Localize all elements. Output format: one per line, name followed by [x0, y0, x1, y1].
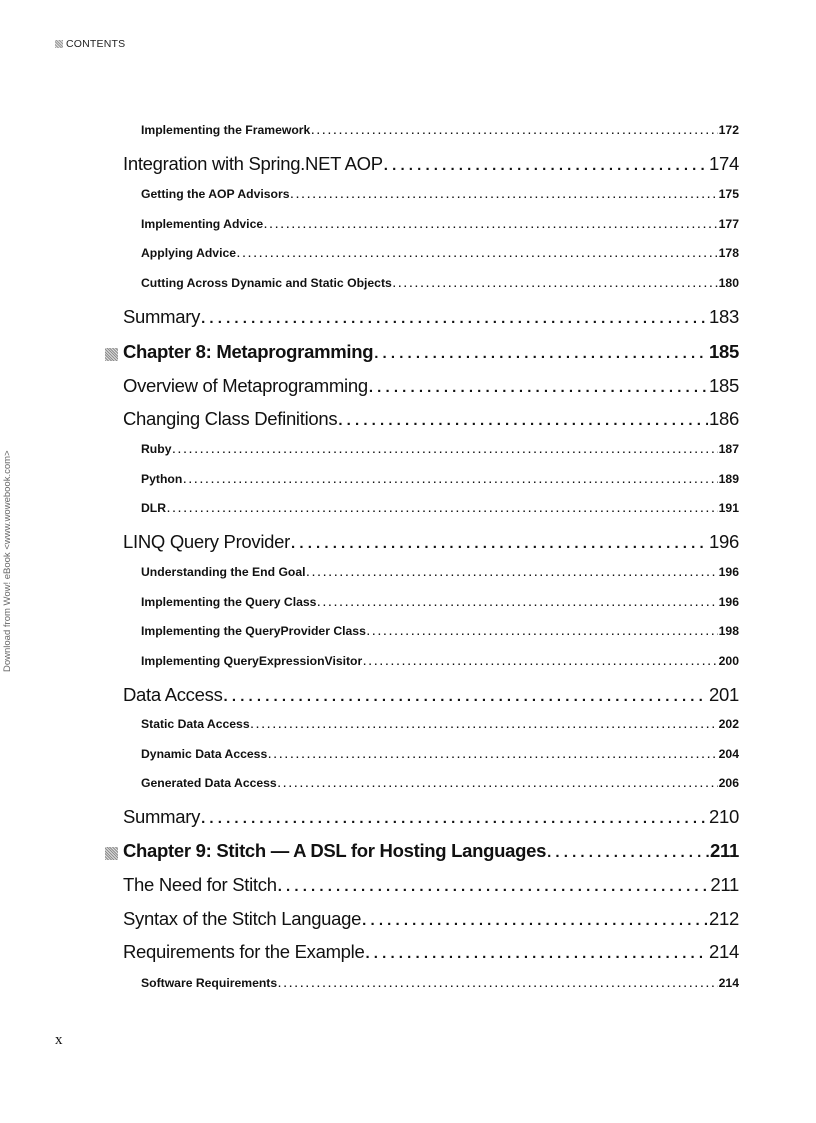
- dot-leader: [393, 279, 718, 290]
- dot-leader: [201, 310, 708, 327]
- dot-leader: [374, 345, 708, 362]
- toc-entry-title: LINQ Query Provider: [123, 531, 291, 552]
- toc-entry-page: 202: [718, 717, 739, 731]
- toc-subsection-entry: [141, 717, 739, 731]
- toc-entry-page: 180: [718, 276, 739, 290]
- dot-leader: [317, 598, 717, 609]
- toc-section-entry: [123, 375, 739, 397]
- download-watermark: Download from Wow! eBook <www.wowebook.com>: [2, 450, 13, 672]
- toc-chapter-entry: [123, 341, 739, 363]
- toc-entry-page: 214: [718, 976, 739, 990]
- dot-leader: [307, 568, 718, 579]
- toc-entry-title: Implementing the Query Class: [141, 595, 317, 609]
- toc-subsection-entry: [141, 246, 739, 260]
- header-label: CONTENTS: [66, 38, 126, 50]
- toc-entry-page: 200: [718, 654, 739, 668]
- toc-entry-title: Understanding the End Goal: [141, 565, 306, 579]
- toc-entry-page: 186: [709, 408, 739, 429]
- dot-leader: [384, 157, 708, 174]
- toc-subsection-entry: [141, 123, 739, 137]
- toc-entry-title: Cutting Across Dynamic and Static Objects: [141, 276, 392, 290]
- dot-leader: [278, 979, 718, 990]
- toc-entry-page: 174: [709, 153, 739, 174]
- toc-entry-title: Integration with Spring.NET AOP: [123, 153, 383, 174]
- toc-entry-page: 187: [718, 442, 739, 456]
- toc-subsection-entry: [141, 595, 739, 609]
- dot-leader: [237, 249, 718, 260]
- toc-entry-title: Overview of Metaprogramming: [123, 375, 368, 396]
- toc-entry-page: 177: [718, 217, 739, 231]
- toc-entry-page: 172: [718, 123, 739, 137]
- dot-leader: [183, 475, 717, 486]
- toc-entry-title: Applying Advice: [141, 246, 237, 260]
- toc-subsection-entry: [141, 565, 739, 579]
- toc-subsection-entry: [141, 624, 739, 638]
- toc-section-entry: [123, 306, 739, 328]
- toc-entry-page: 183: [709, 306, 739, 327]
- toc-entry-page: 206: [718, 776, 739, 790]
- dot-leader: [547, 844, 709, 861]
- toc-entry-page: 196: [718, 565, 739, 579]
- toc-entry-title: DLR: [141, 501, 167, 515]
- toc-entry-title: Chapter 8: Metaprogramming: [123, 341, 374, 362]
- dot-leader: [172, 445, 717, 456]
- toc-subsection-entry: [141, 501, 739, 515]
- running-header: [55, 38, 125, 50]
- toc-entry-page: 211: [710, 874, 739, 895]
- dot-leader: [201, 810, 708, 827]
- toc-entry-page: 210: [709, 806, 739, 827]
- dot-leader: [278, 878, 710, 895]
- page-number: x: [55, 1032, 63, 1048]
- toc-entry-title: Implementing QueryExpressionVisitor: [141, 654, 363, 668]
- toc-entry-page: 211: [710, 840, 739, 861]
- dot-leader: [367, 627, 718, 638]
- toc-entry-title: Getting the AOP Advisors: [141, 187, 290, 201]
- toc-subsection-entry: [141, 472, 739, 486]
- toc-entry-title: Summary: [123, 306, 201, 327]
- toc-section-entry: [123, 531, 739, 553]
- toc-section-entry: [123, 153, 739, 175]
- dot-leader: [251, 720, 718, 731]
- toc-section-entry: [123, 874, 739, 896]
- toc-entry-page: 175: [718, 187, 739, 201]
- dot-leader: [264, 220, 718, 231]
- toc-subsection-entry: [141, 976, 739, 990]
- toc-entry-page: 212: [709, 908, 739, 929]
- toc-section-entry: [123, 941, 739, 963]
- dot-leader: [268, 750, 717, 761]
- toc-subsection-entry: [141, 776, 739, 790]
- toc-subsection-entry: [141, 747, 739, 761]
- toc-entry-page: 185: [709, 375, 739, 396]
- chapter-square-icon: [105, 348, 118, 361]
- toc-entry-title: Implementing Advice: [141, 217, 264, 231]
- toc-entry-title: Chapter 9: Stitch — A DSL for Hosting Languages: [123, 840, 547, 861]
- toc-entry-title: The Need for Stitch: [123, 874, 277, 895]
- toc-chapter-entry: [123, 840, 739, 862]
- toc-entry-title: Software Requirements: [141, 976, 278, 990]
- dot-leader: [362, 912, 708, 929]
- dot-leader: [291, 190, 718, 201]
- toc-entry-page: 191: [718, 501, 739, 515]
- toc-subsection-entry: [141, 276, 739, 290]
- toc-entry-page: 204: [718, 747, 739, 761]
- toc-entry-page: 196: [718, 595, 739, 609]
- toc-entry-page: 198: [718, 624, 739, 638]
- toc-entry-title: Generated Data Access: [141, 776, 277, 790]
- dot-leader: [167, 504, 718, 515]
- toc-entry-title: Summary: [123, 806, 201, 827]
- toc-entry-title: Changing Class Definitions: [123, 408, 338, 429]
- chapter-square-icon: [105, 847, 118, 860]
- toc-section-entry: [123, 684, 739, 706]
- toc-entry-page: 201: [709, 684, 739, 705]
- toc-section-entry: [123, 908, 739, 930]
- toc-entry-title: Ruby: [141, 442, 172, 456]
- toc-entry-page: 189: [718, 472, 739, 486]
- toc-entry-title: Data Access: [123, 684, 223, 705]
- dot-leader: [365, 945, 708, 962]
- header-square-icon: [55, 40, 63, 48]
- dot-leader: [291, 535, 708, 552]
- toc-subsection-entry: [141, 187, 739, 201]
- toc-subsection-entry: [141, 217, 739, 231]
- dot-leader: [338, 412, 708, 429]
- toc-subsection-entry: [141, 654, 739, 668]
- toc-section-entry: [123, 408, 739, 430]
- toc-entry-title: Static Data Access: [141, 717, 250, 731]
- toc-section-entry: [123, 806, 739, 828]
- toc-entry-title: Implementing the Framework: [141, 123, 311, 137]
- dot-leader: [224, 688, 709, 705]
- toc-entry-title: Syntax of the Stitch Language: [123, 908, 362, 929]
- toc-entry-title: Dynamic Data Access: [141, 747, 268, 761]
- toc-entry-page: 214: [709, 941, 739, 962]
- dot-leader: [369, 379, 708, 396]
- dot-leader: [311, 126, 717, 137]
- toc-entry-title: Implementing the QueryProvider Class: [141, 624, 366, 638]
- dot-leader: [363, 657, 717, 668]
- toc-entry-title: Requirements for the Example: [123, 941, 365, 962]
- toc-entry-title: Python: [141, 472, 183, 486]
- dot-leader: [278, 779, 718, 790]
- toc-entry-page: 178: [718, 246, 739, 260]
- toc-entry-page: 196: [709, 531, 739, 552]
- toc-entry-page: 185: [709, 341, 739, 362]
- toc-subsection-entry: [141, 442, 739, 456]
